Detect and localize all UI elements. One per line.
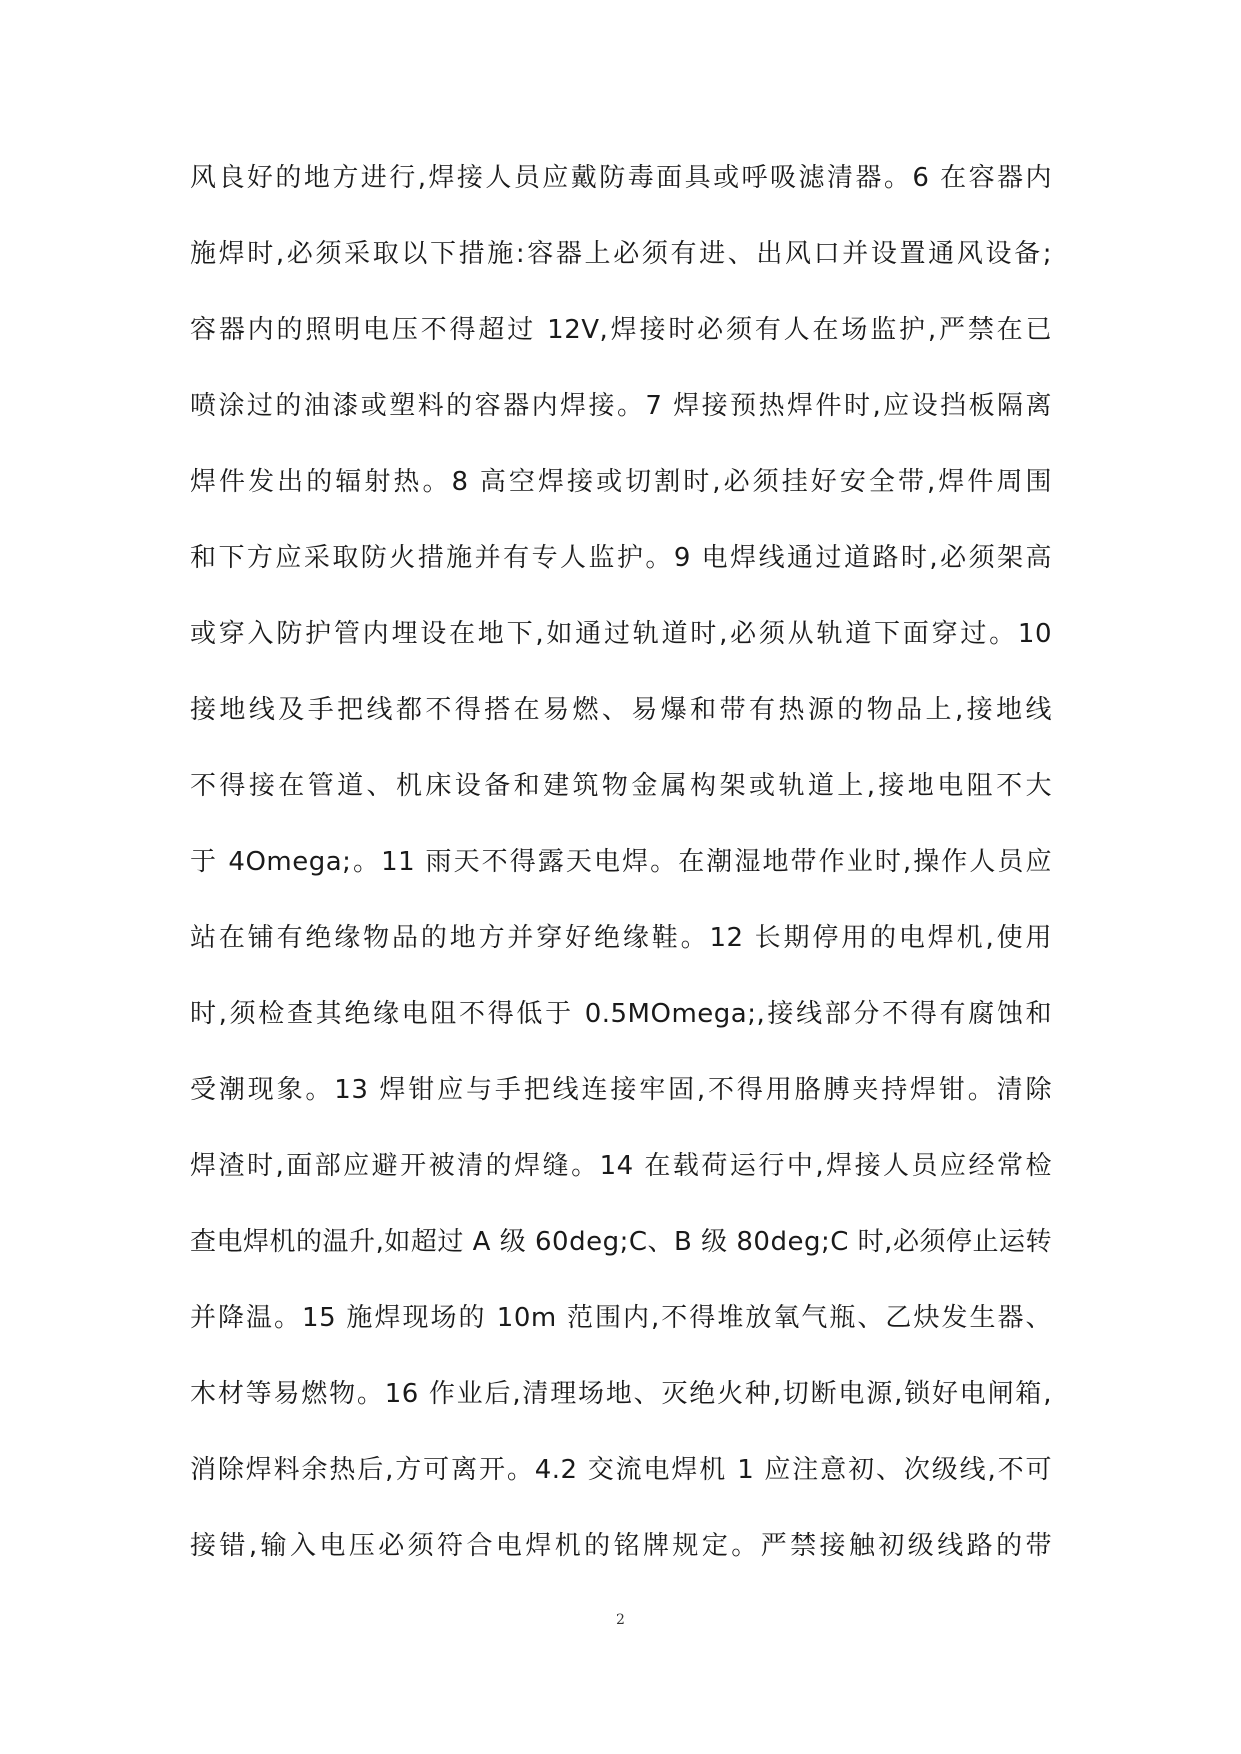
text-line: 和下方应采取防火措施并有专人监护。9 电焊线通过道路时,必须架高	[190, 543, 1052, 573]
text-line: 并降温。15 施焊现场的 10m 范围内,不得堆放氧气瓶、乙炔发生器、	[190, 1303, 1052, 1333]
text-line: 焊件发出的辐射热。8 高空焊接或切割时,必须挂好安全带,焊件周围	[190, 467, 1052, 497]
text-line: 接错,输入电压必须符合电焊机的铭牌规定。严禁接触初级线路的带	[190, 1531, 1052, 1561]
text-line: 消除焊料余热后,方可离开。4.2 交流电焊机 1 应注意初、次级线,不可	[190, 1455, 1052, 1485]
text-line: 站在铺有绝缘物品的地方并穿好绝缘鞋。12 长期停用的电焊机,使用	[190, 923, 1052, 953]
text-line: 受潮现象。13 焊钳应与手把线连接牢固,不得用胳膊夹持焊钳。清除	[190, 1075, 1052, 1105]
text-line: 或穿入防护管内埋设在地下,如通过轨道时,必须从轨道下面穿过。10	[190, 619, 1052, 649]
text-line: 风良好的地方进行,焊接人员应戴防毒面具或呼吸滤清器。6 在容器内	[190, 163, 1052, 193]
page-number: 2	[616, 1612, 625, 1628]
text-line: 于 4Omega;。11 雨天不得露天电焊。在潮湿地带作业时,操作人员应	[190, 847, 1052, 877]
text-line: 施焊时,必须采取以下措施:容器上必须有进、出风口并设置通风设备;	[190, 239, 1052, 269]
text-line: 喷涂过的油漆或塑料的容器内焊接。7 焊接预热焊件时,应设挡板隔离	[190, 391, 1052, 421]
text-line: 焊渣时,面部应避开被清的焊缝。14 在载荷运行中,焊接人员应经常检	[190, 1151, 1052, 1181]
text-line: 木材等易燃物。16 作业后,清理场地、灭绝火种,切断电源,锁好电闸箱,	[190, 1379, 1052, 1409]
text-line: 接地线及手把线都不得搭在易燃、易爆和带有热源的物品上,接地线	[190, 695, 1052, 725]
text-line: 容器内的照明电压不得超过 12V,焊接时必须有人在场监护,严禁在已	[190, 315, 1052, 345]
text-line: 查电焊机的温升,如超过 A 级 60deg;C、B 级 80deg;C 时,必须停止运转	[190, 1227, 1052, 1257]
text-line: 不得接在管道、机床设备和建筑物金属构架或轨道上,接地电阻不大	[190, 771, 1052, 801]
body-text	[190, 140, 1052, 1584]
text-line: 时,须检查其绝缘电阻不得低于 0.5MOmega;,接线部分不得有腐蚀和	[190, 999, 1052, 1029]
